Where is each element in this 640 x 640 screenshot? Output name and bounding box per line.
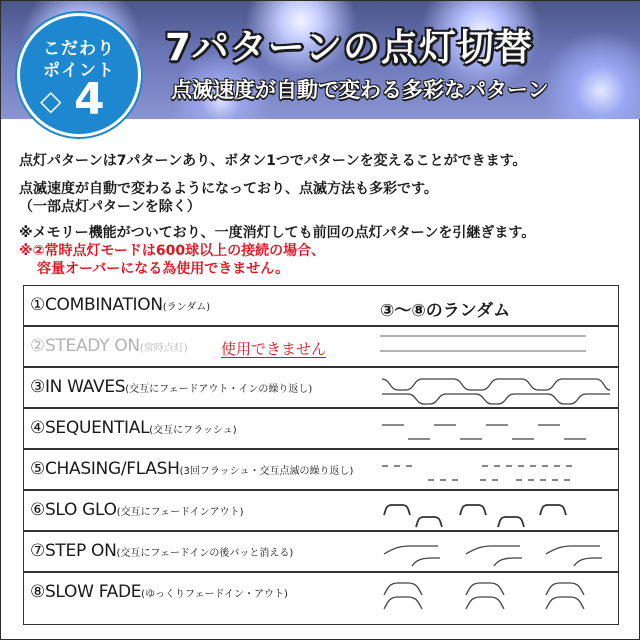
step-on-icon — [376, 534, 612, 572]
pattern-row-sequential — [24, 409, 618, 450]
pattern-name-text: ⑤CHASING/FLASH — [30, 459, 180, 479]
pattern-name — [30, 295, 210, 315]
pattern-row-chasing-flash — [24, 450, 618, 491]
pattern-note: (交互にフェードインアウト) — [116, 507, 244, 518]
pattern-row-slo-glo — [24, 491, 618, 532]
pattern-name — [30, 336, 188, 356]
pattern-row-steady-on — [24, 327, 618, 368]
diamond-icon: ◇ — [40, 84, 62, 117]
pattern-name — [30, 459, 353, 479]
steady-lines-icon — [376, 329, 606, 367]
pattern-name — [30, 418, 237, 438]
badge-line2: ポイント — [43, 61, 115, 81]
pattern-note: (交互にフェードアウト・インの繰り返し) — [125, 384, 313, 395]
point-badge — [17, 13, 141, 137]
badge-number: 4 — [74, 74, 105, 125]
pattern-table — [23, 285, 619, 625]
header-banner — [1, 1, 640, 125]
pattern-name-text: ①COMBINATION — [30, 295, 163, 315]
waves-icon — [376, 370, 612, 408]
pattern-name — [30, 500, 244, 520]
slo-glo-icon — [376, 493, 612, 531]
desc-line4: ※メモリー機能がついており、一度消灯しても前回の点灯パターンを引継ぎます。 — [19, 225, 536, 241]
page-title: 7パターンの点灯切替 — [165, 26, 534, 69]
page-subtitle: 点滅速度が自動で変わる多彩なパターン — [171, 78, 549, 102]
desc-line3: （一部点灯パターンを除く） — [19, 199, 201, 215]
pattern-name-text: ⑥SLO GLO — [30, 500, 117, 520]
pattern-name-text: ②STEADY ON — [30, 336, 140, 356]
pattern-note: (3回フラッシュ・交互点滅の繰り返し) — [179, 466, 354, 477]
pattern-name — [30, 541, 293, 561]
pattern-row-combination — [24, 286, 618, 327]
chasing-icon — [376, 452, 612, 490]
pattern-name-text: ③IN WAVES — [30, 377, 126, 397]
pattern-note: (交互にフラッシュ) — [149, 425, 237, 436]
pattern-name-text: ④SEQUENTIAL — [30, 418, 150, 438]
pattern-note: (常時点灯) — [139, 343, 188, 354]
pattern-name-text: ⑦STEP ON — [30, 541, 117, 561]
pattern-row-in-waves — [24, 368, 618, 409]
badge-line1: こだわり — [43, 39, 115, 59]
desc-line2: 点滅速度が自動で変わるようになっており、点滅方法も多彩です。 — [19, 181, 438, 197]
pattern-name — [30, 582, 288, 602]
pattern-name — [30, 377, 312, 397]
warning-line1: ※②常時点灯モードは600球以上の接続の場合、 — [19, 243, 326, 259]
unavailable-label: 使用できません — [221, 340, 327, 358]
desc-line1: 点灯パターンは7パターンあり、ボタン1つでパターンを変えることができます。 — [19, 153, 527, 169]
pattern-note: (ランダム) — [162, 302, 211, 313]
warning-line2: 容量オーバーになる為使用できません。 — [37, 261, 290, 277]
pattern-row-step-on — [24, 532, 618, 573]
slow-fade-icon — [376, 575, 612, 613]
sequential-icon — [376, 411, 612, 449]
pattern-note: (交互にフェードインの後パッと消える) — [116, 548, 294, 559]
pattern-name-text: ⑧SLOW FADE — [30, 582, 142, 602]
pattern-note: (ゆっくりフェードイン・アウト) — [141, 589, 288, 600]
random-range-label: ③〜⑧のランダム — [380, 301, 511, 321]
pattern-row-slow-fade — [24, 573, 618, 614]
